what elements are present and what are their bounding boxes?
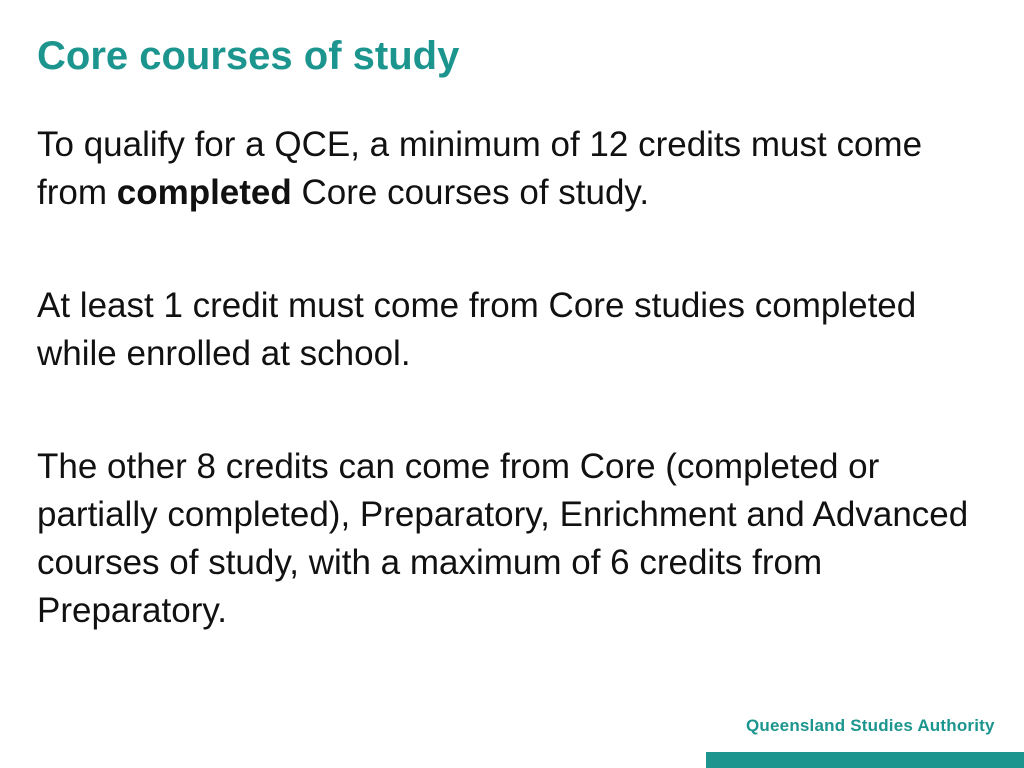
footer-accent-bar bbox=[706, 752, 1024, 768]
qsa-logo: Queensland Studies Authority bbox=[746, 716, 995, 735]
paragraph1-text-end: Core courses of study. bbox=[291, 173, 650, 212]
paragraph-other-credits: The other 8 credits can come from Core (completed or partially completed), Preparatory, Enrichment and Advanced courses of study, with a maximum of 6 credits from Preparatory. bbox=[37, 447, 969, 630]
paragraph-qce-requirement bbox=[37, 121, 987, 217]
paragraph-school-credit: At least 1 credit must come from Core studies completed while enrolled at school. bbox=[37, 286, 917, 373]
paragraph1-text-start: To qualify for a QCE, a minimum of 12 credits must come from bbox=[37, 125, 923, 212]
slide-title: Core courses of study bbox=[37, 34, 460, 78]
paragraph1-emphasis: completed bbox=[116, 173, 292, 212]
